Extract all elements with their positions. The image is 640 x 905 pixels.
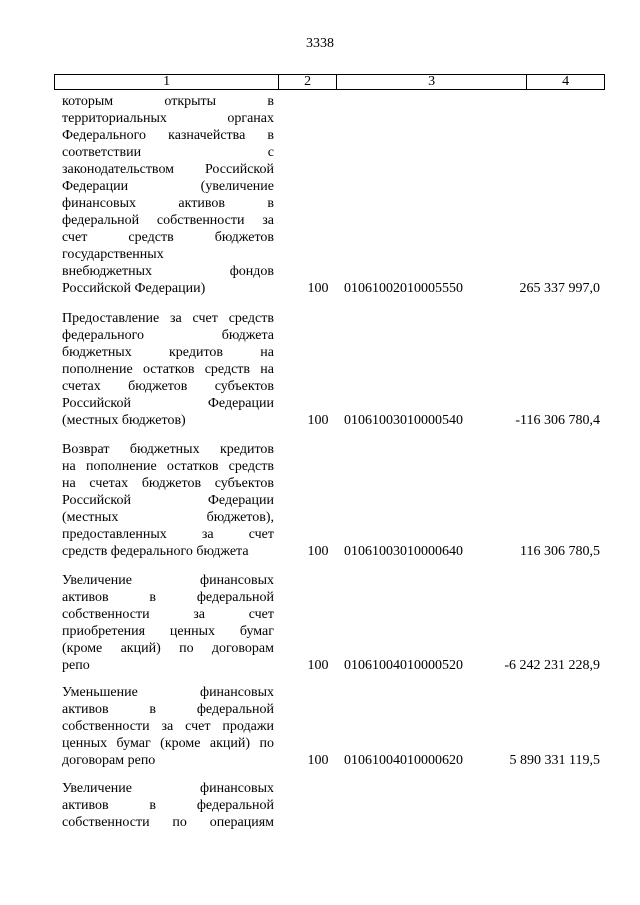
row-amount: 5 890 331 119,5 [509, 753, 600, 768]
desc-line: Российской Федерации [62, 396, 274, 411]
desc-line: (местных бюджетов) [62, 413, 186, 428]
row-code: 100 [307, 544, 329, 559]
desc-line: (местных бюджетов), [62, 510, 274, 525]
desc-line: активов в федеральной [62, 590, 274, 605]
row-kbk: 01061002010005550 [344, 281, 463, 296]
desc-line: государственных [62, 247, 164, 262]
desc-line: Уменьшение финансовых [62, 685, 274, 700]
header-col-4: 4 [562, 74, 570, 89]
row-description [62, 441, 274, 560]
row-description [62, 780, 274, 831]
row-description [62, 93, 274, 297]
desc-line: Федерации (увеличение [62, 179, 274, 194]
row-amount: -116 306 780,4 [515, 413, 600, 428]
row-description [62, 684, 274, 769]
page-number: 3338 [306, 36, 334, 51]
row-kbk: 01061003010000640 [344, 544, 463, 559]
desc-line: счетах бюджетов субъектов [62, 379, 274, 394]
desc-line: Федерального казначейства в [62, 128, 274, 143]
desc-line: федеральной собственности за [62, 213, 274, 228]
header-col-1: 1 [55, 75, 279, 89]
desc-line: договорам репо [62, 753, 156, 768]
desc-line: репо [62, 658, 90, 673]
desc-line: приобретения ценных бумаг [62, 624, 274, 639]
desc-line: финансовых активов в [62, 196, 274, 211]
desc-line: (кроме акций) по договорам [62, 641, 274, 656]
desc-line: пополнение остатков средств на [62, 362, 274, 377]
desc-line: Возврат бюджетных кредитов [62, 442, 274, 457]
desc-line: территориальных органах [62, 111, 274, 126]
desc-line: собственности за счет [62, 607, 274, 622]
desc-line: Увеличение финансовых [62, 781, 274, 796]
desc-line: законодательством Российской [62, 162, 274, 177]
row-kbk: 01061004010000520 [344, 658, 463, 673]
desc-line: собственности за счет продажи [62, 719, 274, 734]
row-kbk: 01061004010000620 [344, 753, 463, 768]
desc-line: Российской Федерации) [62, 281, 206, 296]
desc-line: ценных бумаг (кроме акций) по [62, 736, 274, 751]
row-amount: 265 337 997,0 [519, 281, 600, 296]
row-code: 100 [307, 413, 329, 428]
row-amount: 116 306 780,5 [520, 544, 600, 559]
row-amount: -6 242 231 228,9 [504, 658, 600, 673]
desc-line: которым открыты в [62, 94, 274, 109]
row-description [62, 310, 274, 429]
desc-line: Увеличение финансовых [62, 573, 274, 588]
desc-line: на счетах бюджетов субъектов [62, 476, 274, 491]
row-code: 100 [307, 753, 329, 768]
row-description [62, 572, 274, 674]
desc-line: Российской Федерации [62, 493, 274, 508]
desc-line: активов в федеральной [62, 702, 274, 717]
desc-line: на пополнение остатков средств [62, 459, 274, 474]
desc-line: внебюджетных фондов [62, 264, 274, 279]
header-col-2: 2 [279, 75, 337, 89]
desc-line: собственности по операциям [62, 815, 274, 830]
desc-line: активов в федеральной [62, 798, 274, 813]
desc-line: средств федерального бюджета [62, 544, 249, 559]
desc-line: соответствии с [62, 145, 274, 160]
row-kbk: 01061003010000540 [344, 413, 463, 428]
row-code: 100 [307, 281, 329, 296]
desc-line: федерального бюджета [62, 328, 274, 343]
desc-line: предоставленных за счет [62, 527, 274, 542]
header-col-3: 3 [337, 75, 527, 89]
table-header [54, 74, 605, 90]
desc-line: счет средств бюджетов [62, 230, 274, 245]
desc-line: Предоставление за счет средств [62, 311, 274, 326]
desc-line: бюджетных кредитов на [62, 345, 274, 360]
row-code: 100 [307, 658, 329, 673]
